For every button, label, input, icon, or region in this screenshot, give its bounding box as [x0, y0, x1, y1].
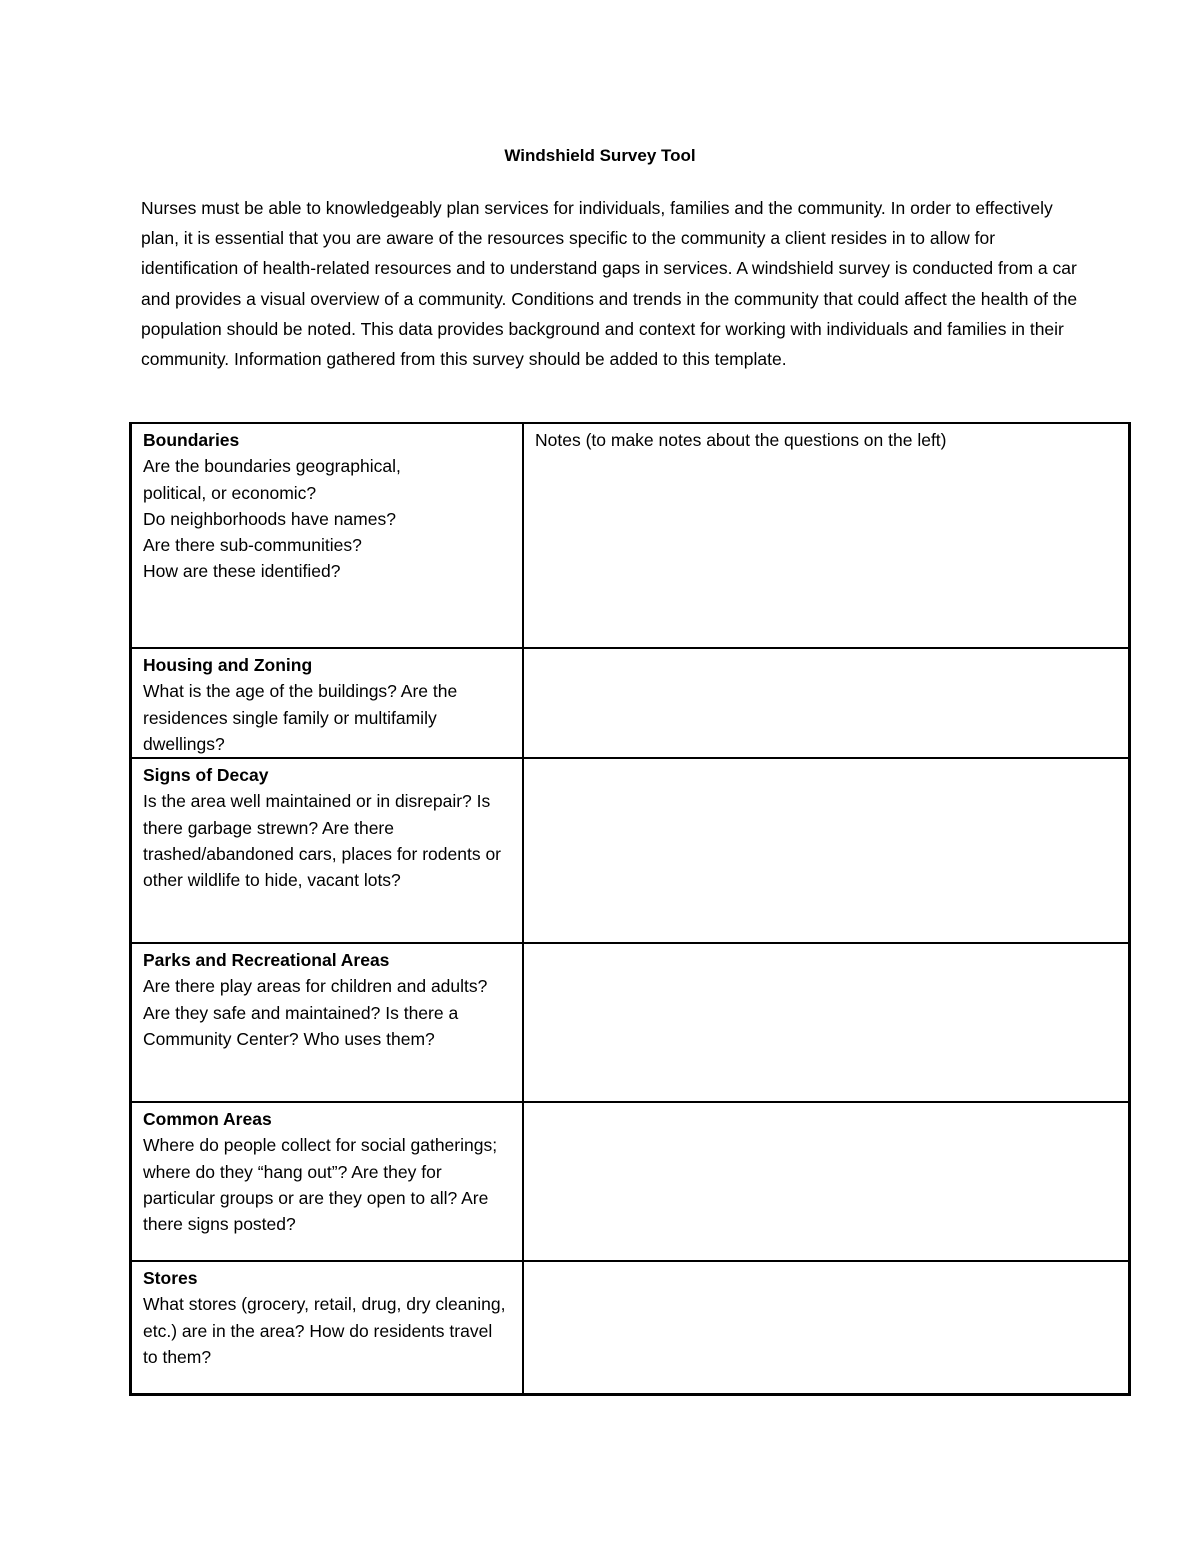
notes-cell[interactable] [523, 648, 1130, 758]
notes-cell[interactable] [523, 1102, 1130, 1261]
document-title: Windshield Survey Tool [504, 146, 696, 165]
question-text: What is the age of the buildings? Are the residences single family or multifamily dwellings? [143, 681, 458, 754]
question-text: Where do people collect for social gatherings; where do they “hang out”? Are they for particular groups or are they open to all? Are there signs posted? [143, 1135, 498, 1235]
question-text: Are there play areas for children and adults? Are they safe and maintained? Is there a Community Center? Who uses them? [143, 976, 488, 1050]
notes-cell[interactable] [523, 423, 1130, 648]
notes-cell[interactable] [523, 943, 1130, 1102]
category-label: Signs of Decay [143, 765, 269, 786]
question-text: Is the area well maintained or in disrepair? Is there garbage strewn? Are there trashed/abandoned cars, places for rodents or other wildlife to hide, vacant lots? [143, 791, 501, 891]
table-row-parks-recreation [131, 943, 1130, 1102]
question-text: Are the boundaries geographical, political, or economic? Do neighborhoods have names? Are there sub-communities? How are these identified? [143, 456, 401, 582]
question-cell [131, 1261, 524, 1394]
question-text: What stores (grocery, retail, drug, dry cleaning, etc.) are in the area? How do residents travel to them? [143, 1294, 506, 1368]
question-cell [131, 423, 524, 648]
table-row-housing-zoning [131, 648, 1130, 758]
question-cell [131, 1102, 524, 1261]
category-label: Housing and Zoning [143, 655, 313, 675]
table-row-common-areas [131, 1102, 1130, 1261]
question-cell [131, 648, 524, 758]
category-label: Parks and Recreational Areas [143, 950, 390, 971]
notes-header: Notes (to make notes about the questions on the left) [535, 430, 947, 450]
category-label: Common Areas [143, 1109, 272, 1130]
notes-cell[interactable] [523, 1261, 1130, 1394]
question-cell [131, 758, 524, 943]
category-label: Boundaries [143, 430, 240, 450]
intro-paragraph: Nurses must be able to knowledgeably plan services for individuals, families and the community. In order to effectively plan, it is essential that you are aware of the resources specific to the community a client resides in to allow for identification of health-related resources and to understand gaps in services. A windshield survey is conducted from a car and provides a visual overview of a community. Conditions and trends in the community that could affect the health of the population should be noted. This data provides background and context for working with individuals and families in their community. Information gathered from this survey should be added to this template. [141, 198, 1078, 370]
survey-table [129, 422, 1131, 1396]
table-row-boundaries [131, 423, 1130, 648]
question-cell [131, 943, 524, 1102]
table-row-stores [131, 1261, 1130, 1394]
notes-cell[interactable] [523, 758, 1130, 943]
table-row-signs-of-decay [131, 758, 1130, 943]
category-label: Stores [143, 1268, 198, 1289]
